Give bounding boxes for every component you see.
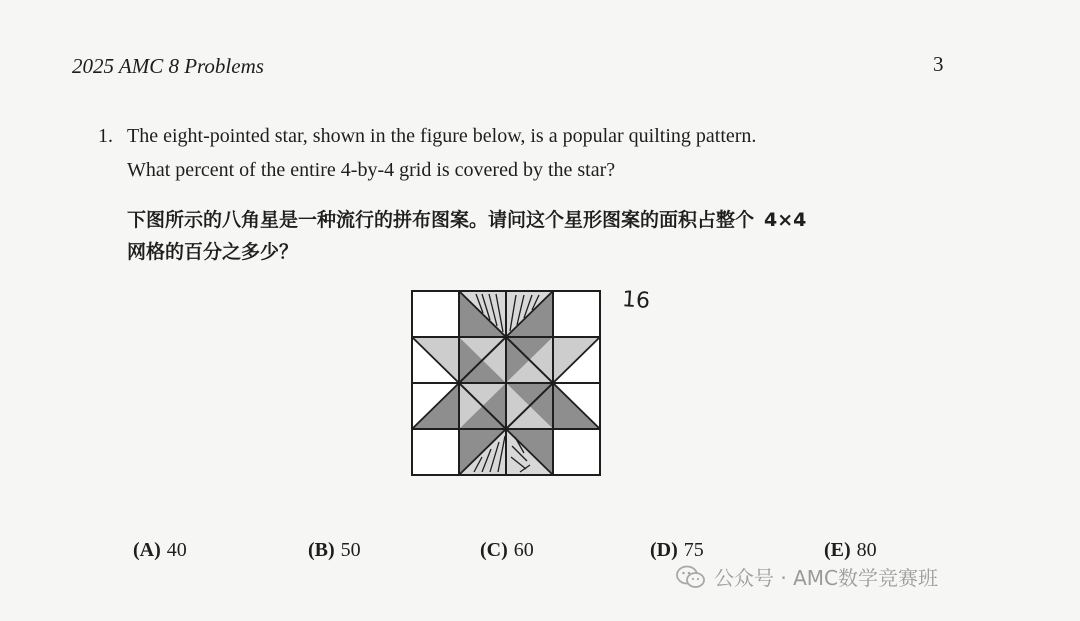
choice-b[interactable] xyxy=(308,539,361,562)
choice-e-label: (E) xyxy=(824,539,851,561)
wechat-icon xyxy=(676,564,706,590)
handwritten-annotation: 16 xyxy=(621,287,651,314)
choice-a[interactable] xyxy=(133,539,187,562)
problem-chinese-line-2: 网格的百分之多少？ xyxy=(127,241,299,263)
chinese-text: 下图所示的八角星是一种流行的拼布图案。请问这个星形图案的面积占整个 xyxy=(127,209,755,231)
problem-text-line-1: The eight-pointed star, shown in the figure below, is a popular quilting pattern. xyxy=(127,125,757,147)
choice-b-value: 50 xyxy=(340,539,361,561)
problem-number: 1. xyxy=(98,125,113,147)
choice-c-value: 60 xyxy=(513,539,534,561)
choice-c-label: (C) xyxy=(480,539,508,561)
choice-c[interactable] xyxy=(480,539,534,562)
choice-e-value: 80 xyxy=(856,539,877,561)
chinese-grid-dimension: 4×4 xyxy=(764,209,807,231)
star-grid-svg xyxy=(410,289,602,477)
choice-d-label: (D) xyxy=(650,539,678,561)
choice-d-value: 75 xyxy=(683,539,704,561)
watermark xyxy=(676,562,938,591)
problem-chinese-line-1 xyxy=(127,205,806,232)
page-number: 3 xyxy=(933,52,944,76)
header-title: 2025 AMC 8 Problems xyxy=(72,54,264,78)
choice-b-label: (B) xyxy=(308,539,335,561)
choice-d[interactable] xyxy=(650,539,704,562)
choice-a-label: (A) xyxy=(133,539,161,561)
star-quilt-figure xyxy=(410,289,602,481)
choice-e[interactable] xyxy=(824,539,877,562)
problem-text-line-2: What percent of the entire 4-by-4 grid is covered by the star? xyxy=(127,159,616,181)
watermark-text: 公众号 · AMC数学竞赛班 xyxy=(714,566,938,590)
choice-a-value: 40 xyxy=(166,539,187,561)
